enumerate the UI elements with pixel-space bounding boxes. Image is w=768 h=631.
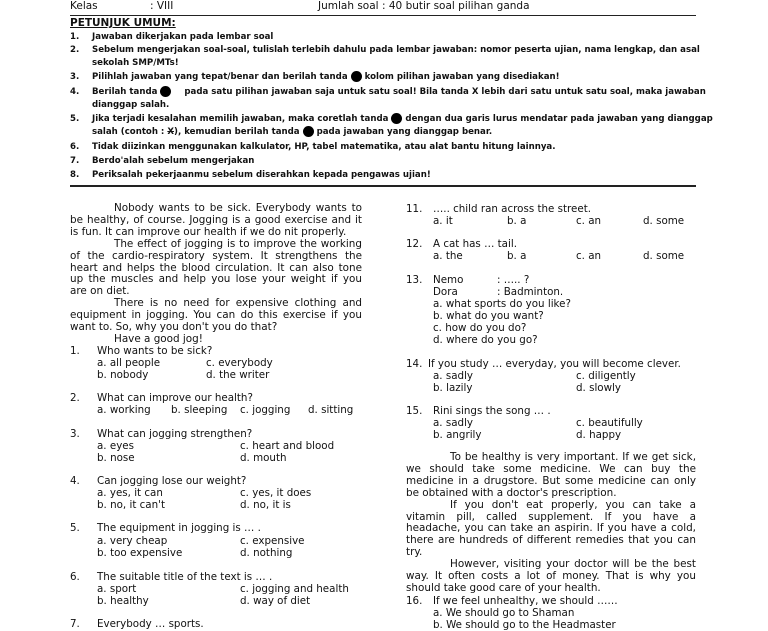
option-a[interactable]: a. all people [97,357,161,369]
filled-circle-icon [351,71,362,82]
option-b[interactable]: b. lazily [433,382,473,394]
option-c[interactable]: c. yes, it does [240,487,312,499]
option-a[interactable]: a. sadly [433,417,474,429]
jumlah-soal-value: : 40 butir soal pilihan ganda [382,0,530,12]
kelas-value: : VIII [150,0,174,12]
option-c[interactable]: c. beautifully [576,417,643,429]
kelas-label: Kelas [70,0,98,12]
option-d[interactable]: d. mouth [240,452,287,464]
option-d[interactable]: d. sitting [308,404,354,416]
option-d[interactable]: d. nothing [240,547,293,559]
option-c[interactable]: c. jogging and health [240,583,349,595]
option-a[interactable]: a. working [97,404,151,416]
reading-passage-1: Nobody wants to be sick. Everybody wants to be healthy, of course. Jogging is a good exercise and it is fun. It can improve our health if we do nit properly. The effect of jogging is to improve the working of the cardio-respiratory system. It strengthens the heart and helps the blood circulation. It can also tone up the muscles and help you lose your weight if you are on diet. There is no need for expensive clothing and equipment in jogging. You can do this exercise if you want to. So, why you don't you do that? Have a good jog! [70,202,362,345]
option-d[interactable]: d. some [643,250,685,262]
instruction-6: 6. Tidak diizinkan menggunakan kalkulator, HP, tabel matematika, atau alat bantu hitung lainnya. [70,142,556,152]
option-d[interactable]: d. way of diet [240,595,311,607]
option-b[interactable]: b. nobody [97,369,149,381]
option-c[interactable]: c. expensive [240,535,305,547]
option-a[interactable]: a. We should go to Shaman [433,607,575,619]
option-c[interactable]: c. heart and blood [240,440,335,452]
section-divider [70,185,696,187]
instruction-2: 2. Sebelum mengerjakan soal-soal, tulislah terlebih dahulu pada lembar jawaban: nomor peserta ujian, nama lengkap, dan asal sekolah SMP/MTs! [70,45,700,68]
option-b[interactable]: b. sleeping [171,404,228,416]
option-c[interactable]: c. everybody [206,357,273,369]
option-b[interactable]: b. nose [97,452,135,464]
option-a[interactable]: a. very cheap [97,535,168,547]
reading-passage-2: To be healthy is very important. If we get sick, we should take some medicine. We can buy the medicine in a drugstore. But some medicine can only be obtained with a doctor's prescription. If you don't eat properly, you can take a vitamin pill, called supplement. If you have a headache, you can take an aspirin. If you have a cold, there are hundreds of different remedies that you can try. However, visiting your doctor will be the best way. It often costs a lot of money. That is why you should take good care of your health. [406,451,696,594]
option-b[interactable]: b. a [507,250,527,262]
option-c[interactable]: c. jogging [240,404,291,416]
option-c[interactable]: c. how do you do? [433,322,527,334]
option-b[interactable]: b. angrily [433,429,482,441]
option-a[interactable]: a. sadly [433,370,474,382]
option-a[interactable]: a. what sports do you like? [433,298,571,310]
instruction-3: 3. Pilihlah jawaban yang tepat/benar dan berilah tanda kolom pilihan jawaban yang disediakan! [70,72,560,82]
option-b[interactable]: b. too expensive [97,547,183,559]
option-c[interactable]: c. diligently [576,370,636,382]
filled-circle-icon [391,113,402,124]
option-b[interactable]: b. no, it can't [97,499,165,511]
option-d[interactable]: d. slowly [576,382,621,394]
crossed-x-example: X [167,127,175,137]
option-d[interactable]: d. some [643,215,685,227]
option-b[interactable]: b. We should go to the Headmaster [433,619,616,631]
option-d[interactable]: d. where do you go? [433,334,538,346]
option-a[interactable]: a. the [433,250,463,262]
instruction-4: 4. Berilah tanda pada satu pilihan jawaban saja untuk satu soal! Bila tanda X lebih dari satu untuk satu soal, maka jawaban dianggap salah. [70,87,706,110]
option-b[interactable]: b. a [507,215,527,227]
option-a[interactable]: a. sport [97,583,137,595]
header-divider [70,15,696,16]
instruction-1: 1. Jawaban dikerjakan pada lembar soal [70,32,274,42]
option-a[interactable]: a. eyes [97,440,134,452]
option-c[interactable]: c. an [576,215,602,227]
jumlah-soal-label: Jumlah soal [318,0,379,12]
option-d[interactable]: d. happy [576,429,622,441]
option-b[interactable]: b. what do you want? [433,310,544,322]
instruction-5: 5. Jika terjadi kesalahan memilih jawaban, maka coretlah tanda dengan dua garis lurus mendatar pada jawaban yang dianggap salah (contoh : X), kemudian berilah tanda pada jawaban yang dianggap benar. [70,114,713,137]
instruction-7: 7. Berdo'alah sebelum mengerjakan [70,156,255,166]
option-a[interactable]: a. yes, it can [97,487,163,499]
option-b[interactable]: b. healthy [97,595,149,607]
filled-circle-icon [160,86,171,97]
option-c[interactable]: c. an [576,250,602,262]
option-d[interactable]: d. the writer [206,369,270,381]
instruction-8: 8. Periksalah pekerjaanmu sebelum diserahkan kepada pengawas ujian! [70,170,431,180]
filled-circle-icon [303,126,314,137]
option-a[interactable]: a. it [433,215,453,227]
petunjuk-title: PETUNJUK UMUM: [70,17,176,29]
option-d[interactable]: d. no, it is [240,499,291,511]
